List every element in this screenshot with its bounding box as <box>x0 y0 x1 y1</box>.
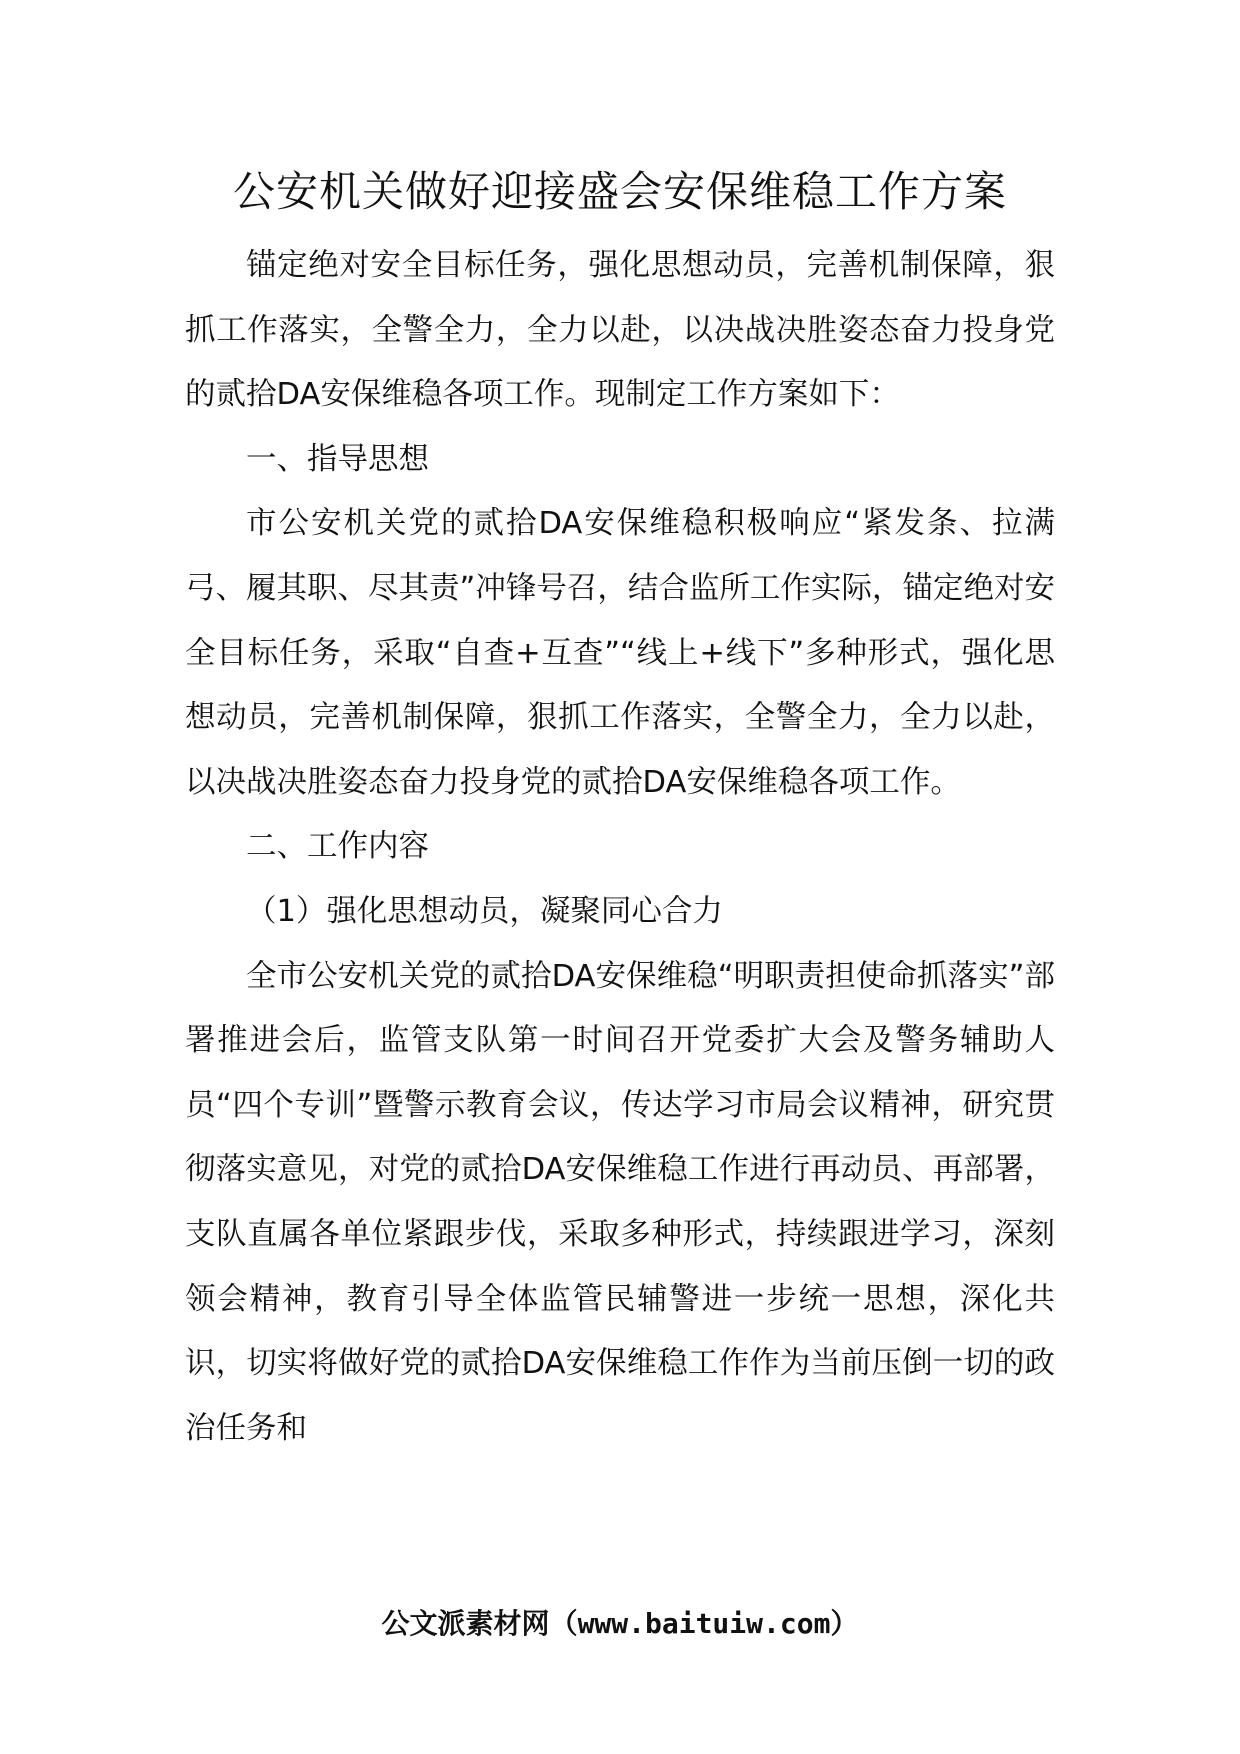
section-heading-guiding-thought: 一、指导思想 <box>246 441 429 477</box>
guiding-thought-paragraph: 市公安机关党的贰拾DA安保维稳积极响应“紧发条、拉满弓、履其职、尽其责”冲锋号召，结合监所工作实际，锚定绝对安全目标任务，采取“自查+互查”“线上+线下”多种形式，强化思想动员，完善机制保障，狠抓工作落实，全警全力，全力以赴，以决战决胜姿态奋力投身党的贰拾DA安保维稳各项工作。 <box>185 506 1055 800</box>
mobilization-paragraph: 全市公安机关党的贰拾DA安保维稳“明职责担使命抓落实”部署推进会后，监管支队第一时间召开党委扩大会及警务辅助人员“四个专训”暨警示教育会议，传达学习市局会议精神，研究贯彻落实意见，对党的贰拾DA安保维稳工作进行再动员、再部署，支队直属各单位紧跟步伐，采取多种形式，持续跟进学习，深刻领会精神，教育引导全体监管民辅警进一步统一思想，深化共识，切实将做好党的贰拾DA安保维稳工作作为当前压倒一切的政治任务和 <box>185 958 1055 1446</box>
document-body <box>185 234 1055 1461</box>
intro-paragraph: 锚定绝对安全目标任务，强化思想动员，完善机制保障，狠抓工作落实，全警全力，全力以赴，以决战决胜姿态奋力投身党的贰拾DA安保维稳各项工作。现制定工作方案如下： <box>185 248 1055 413</box>
subsection-heading-mobilization: （1）强化思想动员，凝聚同心合力 <box>246 893 723 929</box>
footer-site-url: （www.baituiw.com） <box>549 1607 859 1640</box>
footer-site-name: 公文派素材网 <box>381 1607 550 1640</box>
document-title: 公安机关做好迎接盛会安保维稳工作方案 <box>232 167 1007 216</box>
section-heading-work-content: 二、工作内容 <box>246 829 429 865</box>
footer-watermark <box>0 1604 1240 1644</box>
